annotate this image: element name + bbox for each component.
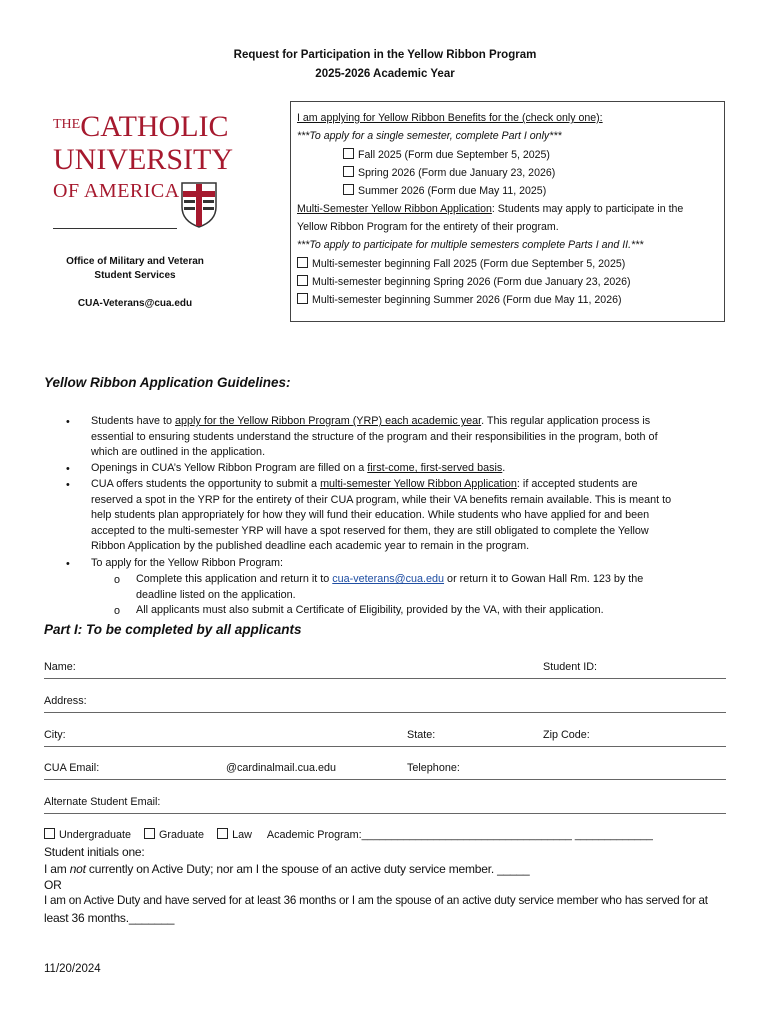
- alt-email-field[interactable]: [44, 813, 726, 814]
- checkbox-law[interactable]: [217, 828, 228, 839]
- option-undergraduate[interactable]: [44, 829, 131, 841]
- checkbox-multi-spring-2026[interactable]: [297, 275, 308, 286]
- s1-line2: deadline listed on the application.: [136, 588, 296, 601]
- option-multi-summer-label: Multi-semester beginning Summer 2026 (Form due May 11, 2026): [312, 294, 622, 306]
- office-email: CUA-Veterans@cua.edu: [77, 298, 193, 309]
- form-date: 11/20/2024: [44, 963, 101, 975]
- checkbox-summer-2026[interactable]: [343, 184, 354, 195]
- multi-desc-1: : Students may apply to participate in the: [491, 203, 684, 215]
- academic-year: 2025-2026 Academic Year: [315, 68, 455, 80]
- sub-bullet: o: [114, 574, 121, 586]
- guideline-1: [91, 414, 721, 461]
- level-options-row: [44, 828, 653, 841]
- not-active-duty-statement[interactable]: [44, 862, 529, 876]
- logo-of-america: OF AMERICA: [53, 180, 180, 202]
- duty1-pre: I am: [44, 862, 70, 876]
- g1-post: . This regular application process is: [481, 415, 651, 427]
- logo-the: THE: [53, 117, 81, 132]
- s1-pre: Complete this application and return it to: [136, 573, 333, 585]
- sub-bullet: o: [114, 605, 121, 617]
- shield-icon: [180, 181, 218, 229]
- initials-label: Student initials one:: [44, 845, 145, 859]
- option-multi-spring-2026[interactable]: [297, 275, 631, 288]
- multi-desc-2: Yellow Ribbon Program for the entirety of their program.: [297, 221, 559, 233]
- g1-line2: essential to ensuring students understand the structure of the program and their responsibilities in the program, both of: [91, 430, 658, 443]
- graduate-label: Graduate: [159, 829, 205, 841]
- part1-heading: Part I: To be completed by all applicants: [44, 622, 302, 637]
- logo-university: UNIVERSITY: [53, 143, 233, 176]
- bullet: •: [66, 416, 70, 428]
- state-label: State:: [407, 729, 436, 741]
- option-multi-fall-2025[interactable]: [297, 257, 625, 270]
- city-label: City:: [44, 729, 66, 741]
- name-label: Name:: [44, 661, 76, 673]
- checkbox-undergraduate[interactable]: [44, 828, 55, 839]
- office-name-line2: Student Services: [94, 270, 176, 281]
- g3-post: : if accepted students are: [516, 478, 638, 490]
- form-title: Request for Participation in the Yellow Ribbon Program: [233, 49, 537, 61]
- active-duty-statement-line1[interactable]: I am on Active Duty and have served for at least 36 months or I am the spouse of an active duty service member who has served for at: [44, 894, 708, 907]
- checkbox-multi-summer-2026[interactable]: [297, 293, 308, 304]
- student-id-label: Student ID:: [543, 661, 598, 673]
- cua-veterans-email-link[interactable]: cua-veterans@cua.edu: [332, 573, 445, 585]
- g3-underlined: multi-semester Yellow Ribbon Application: [320, 478, 517, 490]
- g2-post: .: [502, 462, 506, 474]
- option-fall-2025[interactable]: [343, 148, 550, 161]
- duty1-not: not: [69, 862, 86, 876]
- g1-pre: Students have to: [91, 415, 176, 427]
- option-spring-2026-label: Spring 2026 (Form due January 23, 2026): [358, 167, 556, 179]
- address-label: Address:: [44, 695, 87, 707]
- sub-guideline-1: [136, 572, 726, 603]
- option-multi-summer-2026[interactable]: [297, 293, 622, 306]
- active-duty-statement-line2[interactable]: least 36 months._______: [44, 911, 175, 925]
- option-law[interactable]: [217, 829, 252, 841]
- single-semester-note: ***To apply for a single semester, complete Part I only***: [297, 130, 562, 142]
- checkbox-fall-2025[interactable]: [343, 148, 354, 159]
- telephone-label: Telephone:: [407, 762, 460, 774]
- option-multi-fall-label: Multi-semester beginning Fall 2025 (Form due September 5, 2025): [312, 258, 626, 270]
- option-graduate[interactable]: [144, 829, 204, 841]
- alt-email-label: Alternate Student Email:: [44, 796, 161, 808]
- logo-rule: [53, 228, 177, 229]
- bullet: •: [66, 479, 70, 491]
- g1-line3: which are outlined in the application.: [91, 446, 266, 458]
- option-fall-2025-label: Fall 2025 (Form due September 5, 2025): [358, 149, 550, 161]
- academic-program-field[interactable]: Academic Program:___________________________________ _____________: [266, 829, 653, 841]
- g3-line4: accepted to the multi-semester YRP will have a spot reserved for them, they are still obligated to complete the Yellow: [91, 524, 649, 537]
- s1-post: or return it to Gowan Hall Rm. 123 by the: [444, 573, 644, 585]
- g3-line2: reserved a spot in the YRP for the entirety of their CUA program, while their VA benefits remain available. This is meant to: [91, 493, 672, 506]
- sub-guideline-2: All applicants must also submit a Certificate of Eligibility, provided by the VA, with their application.: [136, 604, 604, 616]
- office-name-line1: Office of Military and Veteran: [66, 256, 204, 267]
- g1-underlined: apply for the Yellow Ribbon Program (YRP) each academic year: [175, 415, 482, 427]
- checkbox-multi-fall-2025[interactable]: [297, 257, 308, 268]
- email-telephone-field[interactable]: [44, 779, 726, 780]
- g3-line5: Ribbon Application by the published deadline each academic year to remain in the program.: [91, 540, 530, 552]
- bullet: •: [66, 558, 70, 570]
- option-multi-spring-label: Multi-semester beginning Spring 2026 (Form due January 23, 2026): [312, 276, 631, 288]
- or-label: OR: [44, 878, 62, 892]
- selection-intro: I am applying for Yellow Ribbon Benefits for the (check only one):: [297, 112, 603, 124]
- city-state-zip-field[interactable]: [44, 746, 726, 747]
- multi-semester-heading: Multi-Semester Yellow Ribbon Application: [297, 203, 492, 215]
- logo-catholic: CATHOLIC: [80, 110, 229, 143]
- law-label: Law: [232, 829, 252, 841]
- guideline-4: To apply for the Yellow Ribbon Program:: [91, 557, 284, 569]
- checkbox-graduate[interactable]: [144, 828, 155, 839]
- zip-label: Zip Code:: [543, 729, 590, 741]
- g3-pre: CUA offers students the opportunity to submit a: [91, 478, 321, 490]
- guideline-3: [91, 477, 721, 555]
- checkbox-spring-2026[interactable]: [343, 166, 354, 177]
- g3-line3: help students plan appropriately for how they will fund their education. While students who have applied for and been: [91, 509, 650, 521]
- cardinal-domain: @cardinalmail.cua.edu: [226, 762, 336, 774]
- guideline-2: [91, 461, 721, 477]
- g2-underlined: first-come, first-served basis: [367, 462, 503, 474]
- address-field[interactable]: [44, 712, 726, 713]
- duty1-post: currently on Active Duty; nor am I the spouse of an active duty service member. _____: [85, 862, 530, 876]
- option-summer-2026-label: Summer 2026 (Form due May 11, 2025): [358, 185, 547, 197]
- multi-semester-note: ***To apply to participate for multiple semesters complete Parts I and II.***: [297, 239, 644, 251]
- cua-email-label: CUA Email:: [44, 762, 100, 774]
- undergraduate-label: Undergraduate: [59, 829, 132, 841]
- multi-semester-description: [297, 203, 683, 215]
- option-summer-2026[interactable]: [343, 184, 546, 197]
- g2-pre: Openings in CUA’s Yellow Ribbon Program are filled on a: [91, 462, 368, 474]
- option-spring-2026[interactable]: [343, 166, 555, 179]
- guidelines-heading: Yellow Ribbon Application Guidelines:: [44, 375, 291, 390]
- name-field[interactable]: [44, 678, 726, 679]
- bullet: •: [66, 463, 70, 475]
